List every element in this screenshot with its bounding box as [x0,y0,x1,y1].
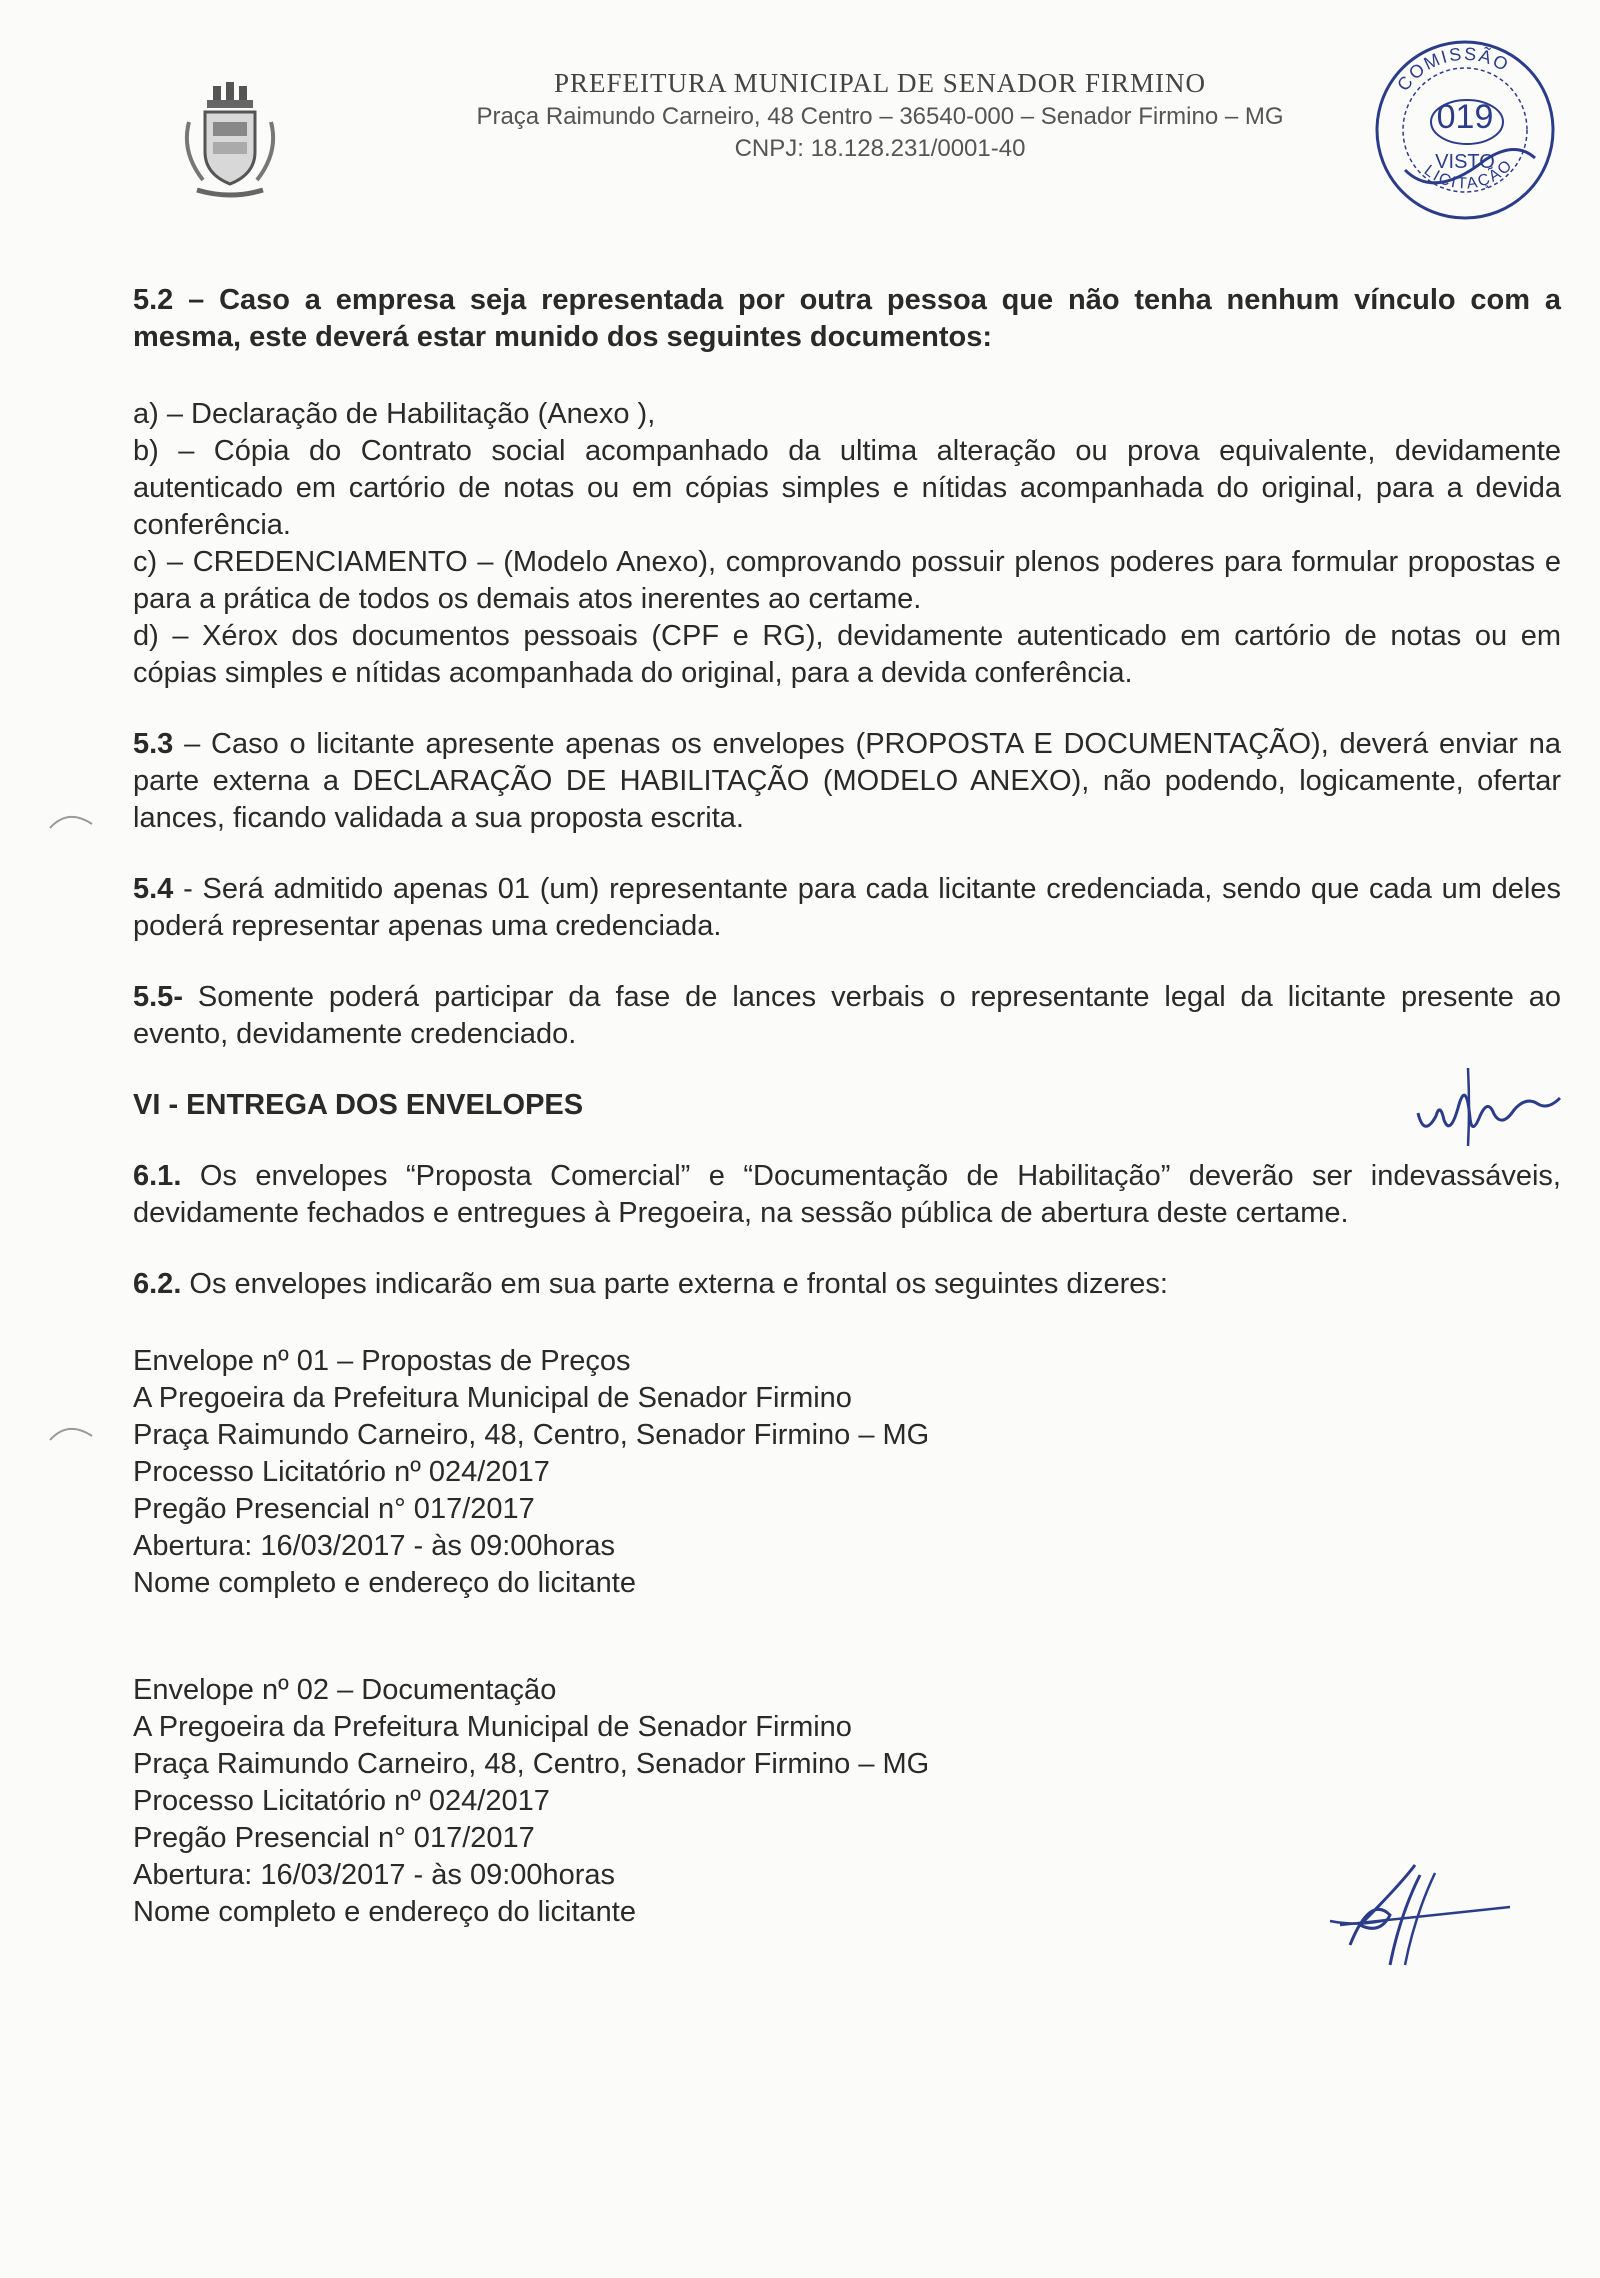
item-5-2-b: b) – Cópia do Contrato social acompanhado da ultima alteração ou prova equivalente, devidamente autenticado em cartório de notas ou em cópias simples e nítidas acompanhada do original, para a devida conferência. [133,435,1561,541]
section-6-1 [133,1158,1561,1232]
municipal-crest-icon [175,82,285,202]
envelope-2-line: A Pregoeira da Prefeitura Municipal de Senador Firmino [133,1711,852,1743]
section-5-3 [133,726,1561,837]
section-6-1-text: Os envelopes “Proposta Comercial” e “Documentação de Habilitação” deverão ser indevassáveis, devidamente fechados e entregues à Pregoeira, na sessão pública de abertura deste certame. [133,1160,1561,1229]
envelope-1-line: Abertura: 16/03/2017 - às 09:00horas [133,1530,616,1562]
handwritten-signature-2 [1320,1855,1520,1975]
stamp-number: 019 [1436,98,1494,136]
section-6-2-text: Os envelopes indicarão em sua parte externa e frontal os seguintes dizeres: [181,1268,1168,1300]
item-5-2-d: d) – Xérox dos documentos pessoais (CPF e RG), devidamente autenticado em cartório de notas ou em cópias simples e nítidas acompanhada do original, para a devida conferência. [133,620,1561,689]
envelope-2-line: Processo Licitatório nº 024/2017 [133,1785,550,1817]
envelope-2-line: Nome completo e endereço do licitante [133,1896,636,1928]
envelope-1-line: Processo Licitatório nº 024/2017 [133,1456,550,1488]
section-5-5-text: Somente poderá participar da fase de lances verbais o representante legal da licitante presente ao evento, devidamente credenciado. [133,981,1561,1050]
envelope-2-line: Envelope nº 02 – Documentação [133,1674,557,1706]
envelope-1-line: Praça Raimundo Carneiro, 48, Centro, Senador Firmino – MG [133,1419,930,1451]
letterhead [380,68,1380,163]
svg-text:COMISSÃO [1393,44,1513,95]
letterhead-address: Praça Raimundo Carneiro, 48 Centro – 36540-000 – Senador Firmino – MG [476,103,1284,130]
letterhead-title: PREFEITURA MUNICIPAL DE SENADOR FIRMINO [553,68,1207,98]
section-5-3-number: 5.3 [133,728,174,760]
section-6-title: VI - ENTREGA DOS ENVELOPES [133,1089,584,1121]
item-5-2-c: c) – CREDENCIAMENTO – (Modelo Anexo), comprovando possuir plenos poderes para formular propostas e para a prática de todos os demais atos inerentes ao certame. [133,546,1561,615]
envelope-1-line: A Pregoeira da Prefeitura Municipal de Senador Firmino [133,1382,852,1414]
section-5-2-heading: 5.2 – Caso a empresa seja representada por outra pessoa que não tenha nenhum vínculo com a mesma, este deverá estar munido dos seguintes documentos: [133,284,1561,353]
margin-mark [48,808,94,830]
section-6-2 [133,1266,1561,1303]
stamp-bottom-text: LICITAÇÃO [1420,156,1517,193]
envelope-1-line: Nome completo e endereço do licitante [133,1567,636,1599]
stamp-top-text: COMISSÃO [1393,43,1514,95]
section-5-4-number: 5.4 [133,873,174,905]
envelope-2-line: Pregão Presencial n° 017/2017 [133,1822,535,1854]
margin-mark [48,1420,94,1442]
envelope-1-line: Pregão Presencial n° 017/2017 [133,1493,535,1525]
section-5-5 [133,979,1561,1053]
item-5-2-a: a) – Declaração de Habilitação (Anexo ), [133,398,656,430]
section-5-3-text: – Caso o licitante apresente apenas os envelopes (PROPOSTA E DOCUMENTAÇÃO), deverá enviar na parte externa a DECLARAÇÃO DE HABILITAÇÃO (MODELO ANEXO), não podendo, logicamente, ofertar lances, ficando validada a sua proposta escrita. [133,728,1561,834]
stamp-label: VISTO [1435,151,1495,173]
envelope-2-line: Praça Raimundo Carneiro, 48, Centro, Senador Firmino – MG [133,1748,930,1780]
envelope-1-line: Envelope nº 01 – Propostas de Preços [133,1345,631,1377]
section-5-5-number: 5.5- [133,981,183,1013]
section-6-1-number: 6.1. [133,1160,182,1192]
document-body [133,282,1561,1931]
section-5-4 [133,871,1561,945]
section-6-2-number: 6.2. [133,1268,182,1300]
letterhead-cnpj: CNPJ: 18.128.231/0001-40 [734,135,1026,162]
envelope-2-line: Abertura: 16/03/2017 - às 09:00horas [133,1859,616,1891]
section-5-4-text: - Será admitido apenas 01 (um) representante para cada licitante credenciada, sendo que cada um deles poderá representar apenas uma credenciada. [133,873,1561,942]
handwritten-signature-1 [1410,1058,1570,1148]
envelope-1-block [133,1343,1561,1602]
